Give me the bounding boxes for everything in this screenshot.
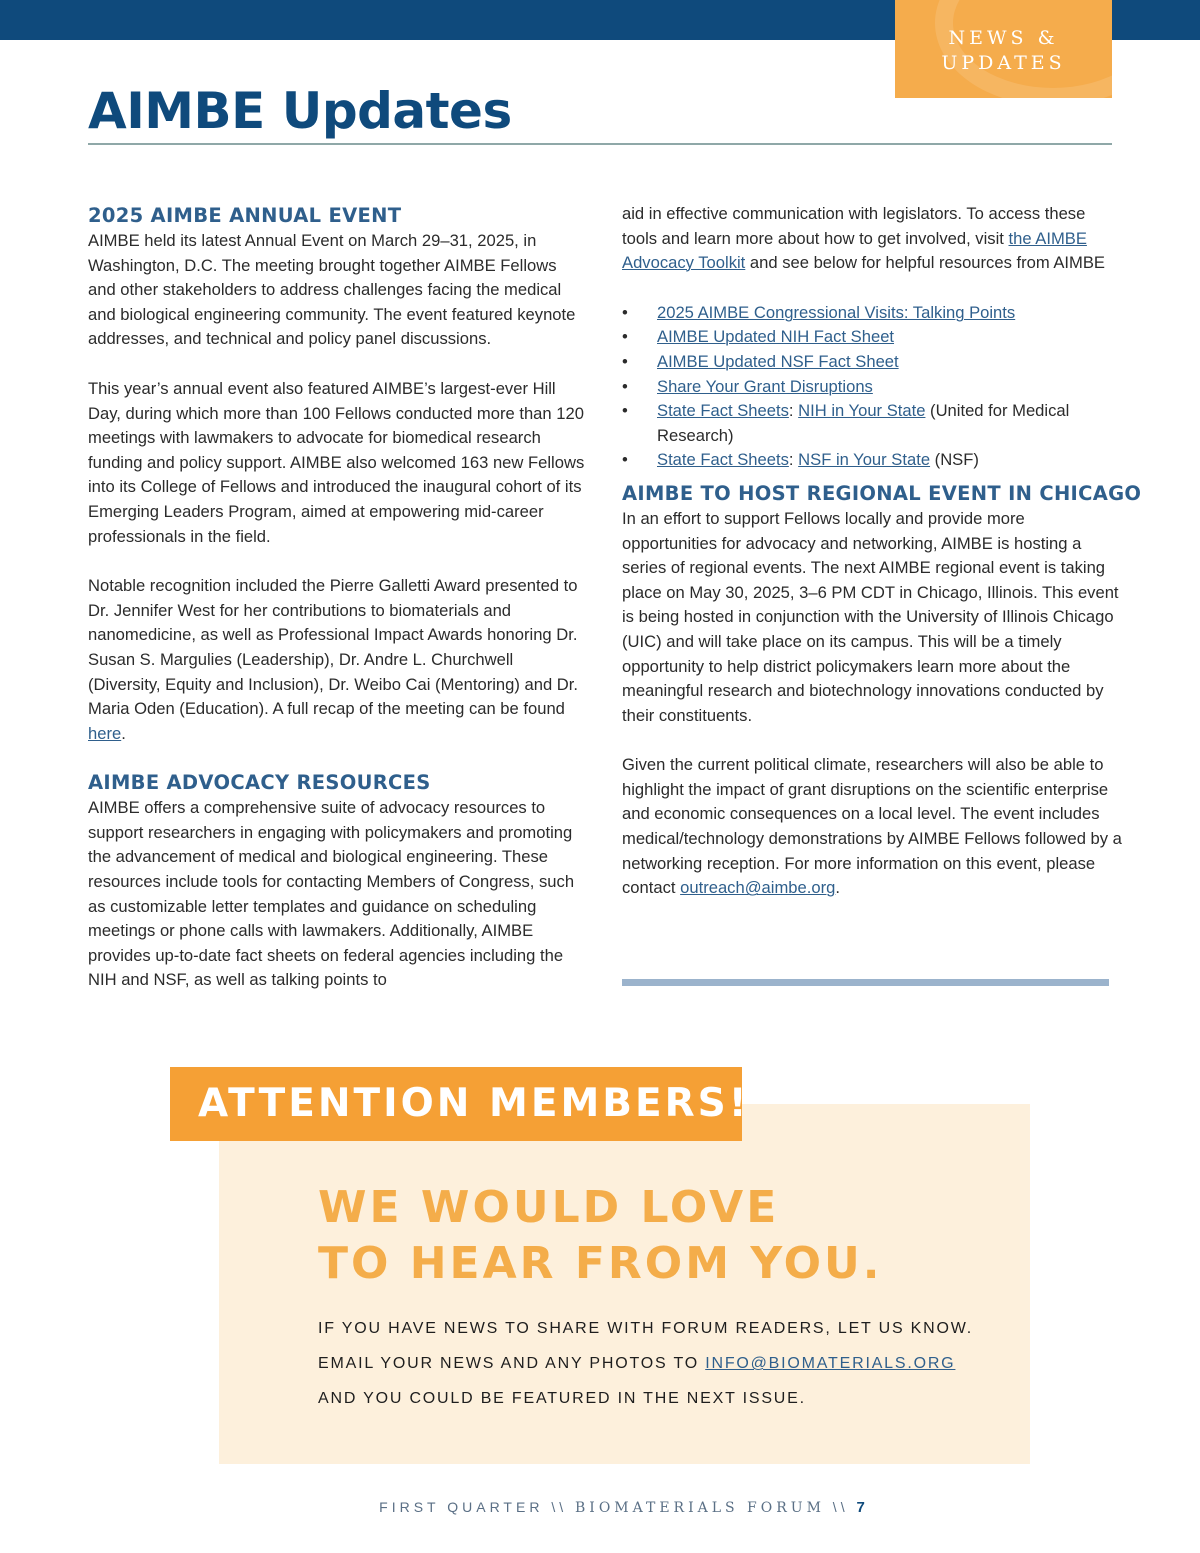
callout-headline-line1: WE WOULD LOVE <box>318 1182 780 1233</box>
callout-headline-line2: TO HEAR FROM YOU. <box>318 1238 883 1289</box>
info-email-link[interactable]: INFO@BIOMATERIALS.ORG <box>705 1355 956 1372</box>
footer-publication: BIOMATERIALS FORUM <box>575 1500 825 1516</box>
annual-event-paragraph-3 <box>88 574 588 746</box>
recap-here-link[interactable]: here <box>88 723 122 743</box>
advocacy-paragraph-continued <box>622 202 1122 276</box>
callout-line-2 <box>318 1354 955 1374</box>
annual-event-heading: 2025 AIMBE ANNUAL EVENT <box>88 204 402 227</box>
title-underline <box>88 143 1112 145</box>
left-column <box>88 203 588 1018</box>
footer-separator: \\ <box>543 1499 575 1515</box>
toolkit-end-text: and see below for helpful resources from AIMBE <box>745 253 1106 273</box>
list-item <box>622 375 1122 400</box>
page-title: AIMBE Updates <box>88 82 512 140</box>
footer-quarter: FIRST QUARTER <box>379 1499 544 1515</box>
nih-in-your-state-link[interactable]: NIH in Your State <box>798 401 926 421</box>
nih-fact-sheet-link[interactable]: AIMBE Updated NIH Fact Sheet <box>657 327 895 347</box>
recap-text: Notable recognition included the Pierre Galletti Award presented to Dr. Jennifer West for her contributions to biomaterials and nanomedicine, as well as Professional Impact Awards honoring Dr. Susan S. Margulies (Leadership), Dr. Andre L. Churchwell (Diversity, Equity and Inclusion), Dr. Weibo Cai (Mentoring) and Dr. Maria Oden (Education). A full recap of the meeting can be found <box>88 576 579 719</box>
contact-end: . <box>835 878 840 898</box>
resource-list <box>622 301 1122 473</box>
list-item <box>622 399 1122 448</box>
contact-text: Given the current political climate, researchers will also be able to highlight the impact of grant disruptions on the scientific enterprise and economic consequences on a local level. The event includes medical/technology demonstrations by AIMBE Fellows followed by a networking reception. For more information on this event, please contact <box>622 755 1122 898</box>
advocacy-paragraph-1: AIMBE offers a comprehensive suite of advocacy resources to support researchers in engaging with policymakers and promoting the advancement of medical and biological engineering. These resources include tools for contacting Members of Congress, such as customizable letter templates and guidance on scheduling meetings or phone calls with lawmakers. Additionally, AIMBE provides up-to-date fact sheets on federal agencies including the NIH and NSF, as well as talking points to <box>88 798 575 990</box>
annual-event-paragraph-1: AIMBE held its latest Annual Event on March 29–31, 2025, in Washington, D.C. The meeting brought together AIMBE Fellows and other stakeholders to address challenges facing the medical and biological engineering community. The event featured keynote addresses, and technical and policy panel discussions. <box>88 231 576 349</box>
page-footer <box>0 1499 1200 1516</box>
right-column <box>622 202 1142 926</box>
advocacy-toolkit-link[interactable]: the AIMBE Advocacy Toolkit <box>622 228 1087 273</box>
state-fact-sheets-link-nih[interactable]: State Fact Sheets <box>657 401 789 421</box>
callout-line-3: AND YOU COULD BE FEATURED IN THE NEXT ISSUE. <box>318 1390 806 1407</box>
section-tab-line1: NEWS & <box>948 27 1059 49</box>
nsf-fact-sheet-link[interactable]: AIMBE Updated NSF Fact Sheet <box>657 351 899 371</box>
email-prompt: EMAIL YOUR NEWS AND ANY PHOTOS TO <box>318 1355 706 1372</box>
separator: : <box>788 401 799 421</box>
recap-end: . <box>121 723 126 743</box>
talking-points-link[interactable]: 2025 AIMBE Congressional Visits: Talking Points <box>657 302 1016 322</box>
regional-event-paragraph-2 <box>622 753 1122 901</box>
nsf-in-your-state-link[interactable]: NSF in Your State <box>798 450 931 470</box>
regional-event-paragraph-1: In an effort to support Fellows locally and provide more opportunities for advocacy and networking, AIMBE is hosting a series of regional events. The next AIMBE regional event is taking place on May 30, 2025, 3–6 PM CDT in Chicago, Illinois. This event is being hosted in conjunction with the University of Illinois Chicago (UIC) and will take place on its campus. This will be a timely opportunity to help district policymakers learn more about the meaningful research and biotechnology innovations conducted by their constituents. <box>622 508 1119 725</box>
advocacy-heading: AIMBE ADVOCACY RESOURCES <box>88 771 431 795</box>
nsf-text: (NSF) <box>930 450 979 470</box>
footer-separator: \\ <box>824 1499 857 1515</box>
list-item <box>622 350 1122 375</box>
regional-event-heading: AIMBE TO HOST REGIONAL EVENT IN CHICAGO <box>622 481 1142 505</box>
list-item <box>622 301 1122 326</box>
grant-disruptions-link[interactable]: Share Your Grant Disruptions <box>657 376 873 396</box>
section-tab <box>895 0 1112 98</box>
toolkit-intro-text: aid in effective communication with legislators. To access these tools and learn more about how to get involved, visit <box>622 204 1086 248</box>
annual-event-paragraph-2: This year’s annual event also featured AIMBE’s largest-ever Hill Day, during which more than 100 Fellows conducted more than 120 meetings with lawmakers to advocate for biomedical research funding and policy support. AIMBE also welcomed 163 new Fellows into its College of Fellows and introduced the inaugural cohort of its Emerging Leaders Program, aimed at empowering mid-career professionals in the field. <box>88 378 585 546</box>
umr-text: (United for Medical Research) <box>657 401 1070 445</box>
attention-members-banner: ATTENTION MEMBERS! <box>170 1067 742 1141</box>
list-item <box>622 325 1122 350</box>
separator: : <box>788 450 799 470</box>
list-item <box>622 448 1122 473</box>
state-fact-sheets-link-nsf[interactable]: State Fact Sheets <box>657 450 789 470</box>
section-tab-label <box>895 26 1112 76</box>
callout-headline <box>318 1180 882 1292</box>
column-divider-bar <box>622 979 1109 986</box>
page-number: 7 <box>856 1499 869 1516</box>
section-tab-line2: UPDATES <box>941 52 1066 74</box>
outreach-email-link[interactable]: outreach@aimbe.org <box>680 878 836 898</box>
callout-line-1: IF YOU HAVE NEWS TO SHARE WITH FORUM READERS, LET US KNOW. <box>318 1320 973 1337</box>
